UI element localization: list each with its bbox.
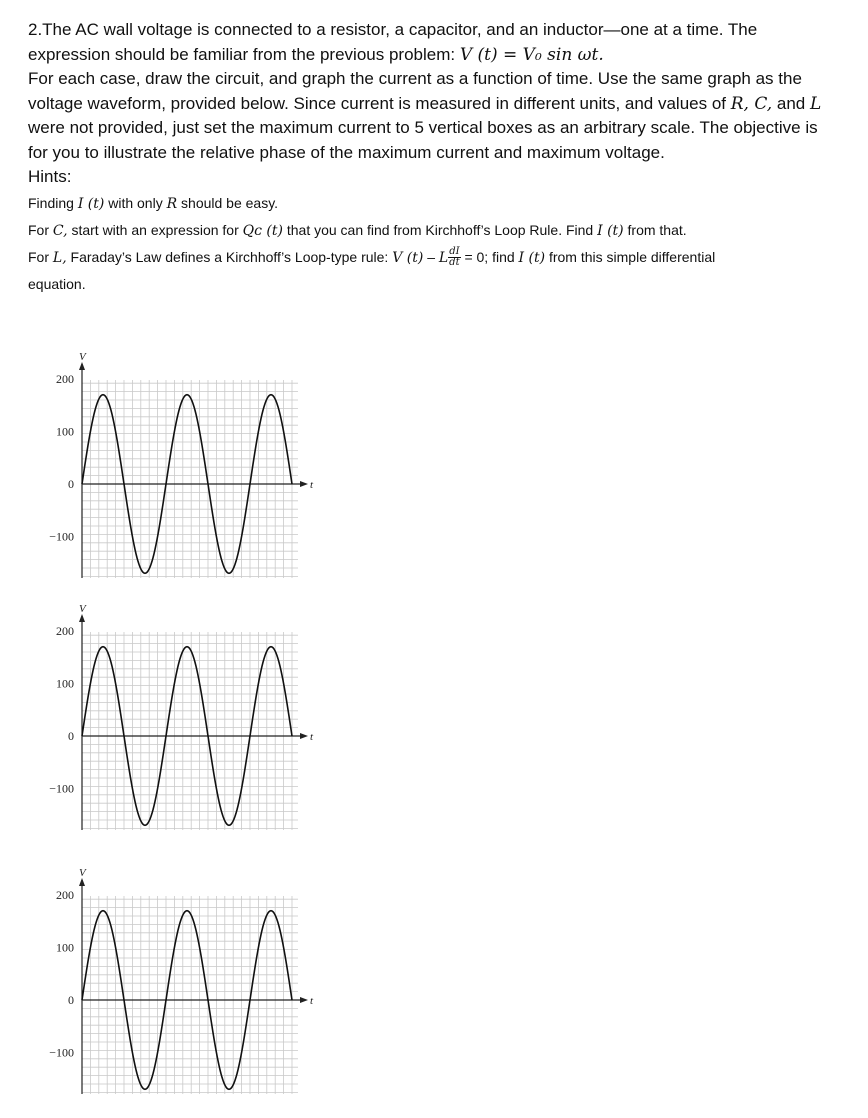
y-axis-label: V: [79, 867, 86, 879]
hint-3: [28, 244, 840, 297]
y-tick-label: 100: [56, 424, 74, 439]
hint-2-mid2: that you can find from Kirchhoff’s Loop Rule. Find: [282, 221, 598, 238]
y-tick-label: −100: [49, 1045, 74, 1060]
x-axis-arrow: [300, 733, 308, 739]
l-symbol: L: [809, 93, 822, 114]
hint-1-text: Finding: [28, 194, 78, 211]
hint-3-mid3: from this simple differential: [545, 248, 716, 265]
hint-2-c: C,: [52, 222, 68, 239]
voltage-chart-1: [30, 350, 314, 582]
hint-3-text: For: [28, 248, 53, 265]
y-tick-label: 200: [56, 888, 74, 902]
hint-3-mid: Faraday’s Law defines a Kirchhoff’s Loop-type rule:: [66, 248, 393, 265]
voltage-chart-3: [30, 866, 314, 1098]
y-axis-arrow: [79, 878, 85, 886]
question-paragraph: [28, 18, 840, 190]
question-heading: 2.The AC wall voltage is connected to a resistor, a capacitor, and an inductor—one at a time. The expression should be familiar from the previous problem:: [28, 20, 758, 64]
hint-2-end: from that.: [623, 221, 687, 238]
y-tick-label: 100: [56, 676, 74, 691]
hint-3-voltage: V (t): [392, 249, 424, 266]
hint-2: [28, 217, 840, 244]
y-tick-label: 0: [68, 993, 74, 1007]
y-tick-label: −100: [49, 781, 74, 796]
derivative-numerator: dI: [449, 246, 460, 258]
hint-3-current: I (t): [518, 249, 546, 266]
x-axis-label: t: [310, 479, 314, 491]
hint-1: [28, 190, 840, 217]
y-tick-label: 0: [68, 477, 74, 491]
hint-3-l: L,: [52, 249, 67, 266]
hint-1-end: should be easy.: [177, 194, 279, 211]
hint-3-equals: = 0; find: [460, 248, 519, 265]
instructions-end: were not provided, just set the maximum current to 5 vertical boxes as an arbitrary scale. The objective is for you to illustrate the relative phase of the maximum current and maximum voltage.: [28, 118, 818, 162]
hint-2-current: I (t): [597, 222, 624, 239]
rc-symbols: R, C,: [730, 93, 773, 114]
y-axis-arrow: [79, 614, 85, 622]
x-axis-label: t: [310, 995, 314, 1007]
derivative-denominator: dt: [449, 257, 460, 269]
hint-2-text: For: [28, 221, 53, 238]
voltage-graph-1: [30, 350, 314, 587]
hint-2-qc: Qᴄ (t): [242, 222, 283, 239]
voltage-graph-2: [30, 602, 314, 839]
y-axis-label: V: [79, 351, 86, 363]
voltage-graph-3: [30, 866, 314, 1103]
voltage-chart-2: [30, 602, 314, 834]
y-tick-label: 0: [68, 729, 74, 743]
y-tick-label: −100: [49, 529, 74, 544]
y-tick-label: 200: [56, 624, 74, 638]
y-tick-label: 200: [56, 372, 74, 386]
x-axis-arrow: [300, 997, 308, 1003]
instructions-text: For each case, draw the circuit, and graph the current as a function of time. Use the same graph as the voltage waveform, provided below. Since current is measured in different units, and values of: [28, 69, 802, 113]
y-tick-label: 100: [56, 940, 74, 955]
hint-3-end: equation.: [28, 275, 86, 292]
hint-3-minus: –: [423, 248, 439, 265]
question-block: [28, 18, 840, 297]
voltage-lhs: V (t): [459, 44, 498, 65]
hint-1-mid: with only: [104, 194, 167, 211]
grid: [82, 632, 298, 830]
hint-3-derivative: [448, 247, 460, 268]
hint-1-current: I (t): [77, 195, 105, 212]
voltage-rhs: V₀ sin ωt.: [522, 44, 604, 65]
equals-sign: =: [497, 44, 523, 65]
hint-1-r: R: [166, 195, 178, 212]
y-axis-arrow: [79, 362, 85, 370]
hint-2-mid: start with an expression for: [67, 221, 243, 238]
grid: [82, 896, 298, 1094]
grid: [82, 380, 298, 578]
y-axis-label: V: [79, 603, 86, 615]
x-axis-label: t: [310, 731, 314, 743]
and-word: and: [772, 93, 810, 113]
hint-3-inductance: L: [438, 249, 449, 266]
hints-label: Hints:: [28, 167, 72, 186]
x-axis-arrow: [300, 481, 308, 487]
